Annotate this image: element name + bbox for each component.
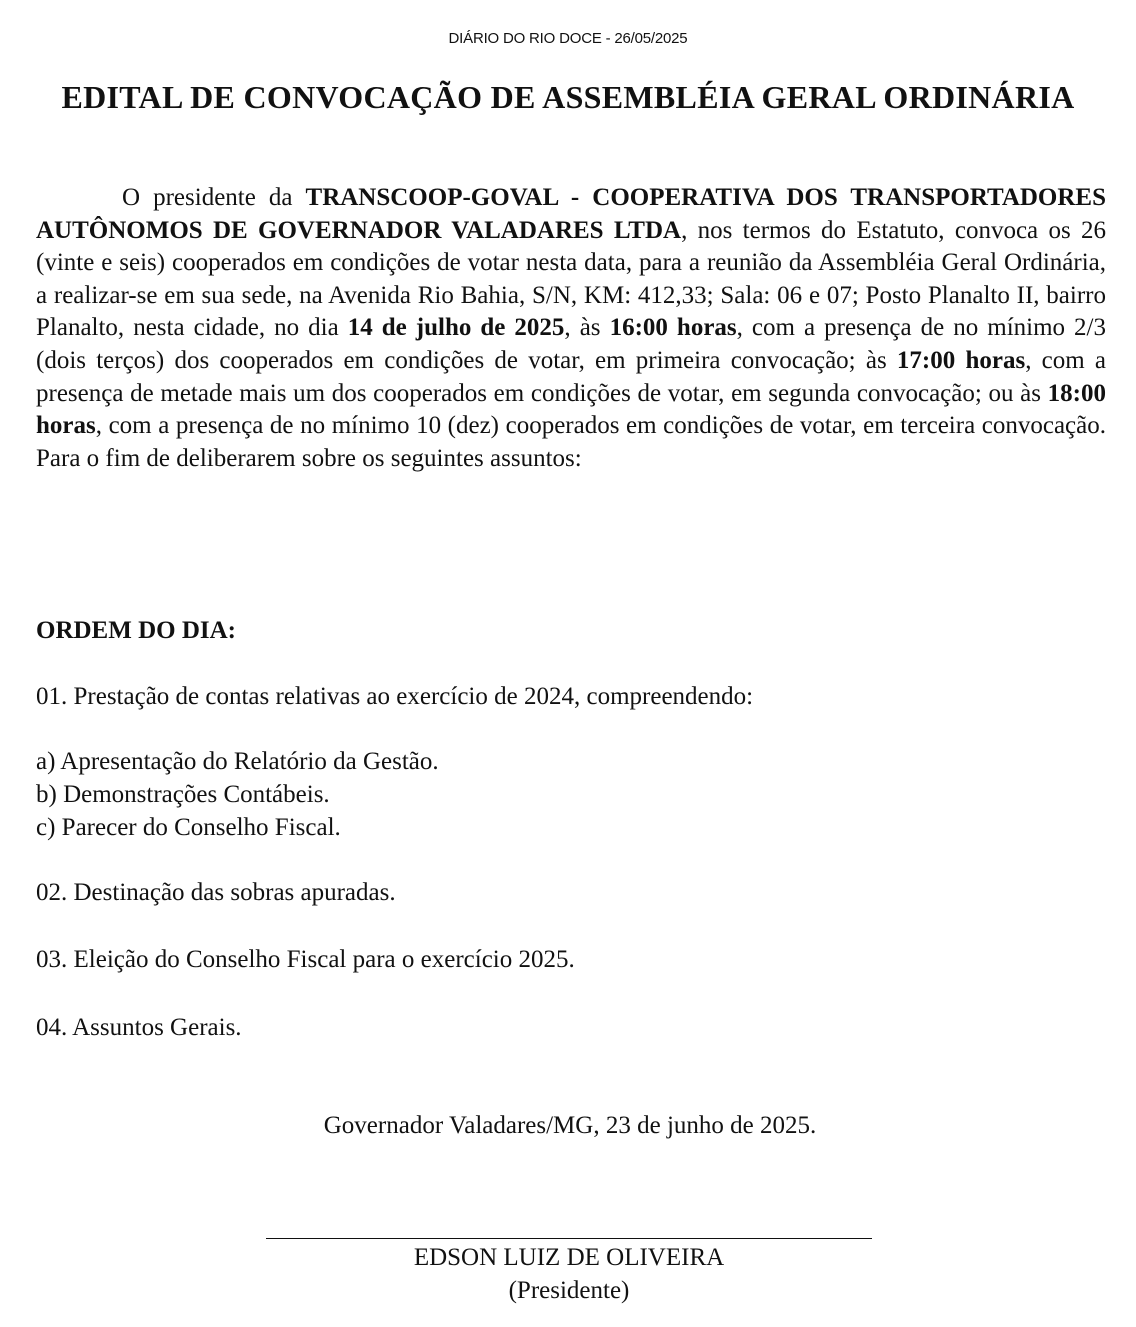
- agenda-item-01: 01. Prestação de contas relativas ao exercício de 2024, compreendendo:: [36, 683, 754, 710]
- agenda-item-03: 03. Eleição do Conselho Fiscal para o exercício 2025.: [36, 946, 575, 973]
- convocation-paragraph: [36, 182, 1106, 475]
- first-call-time: 16:00 horas: [609, 314, 737, 342]
- signatory-role: (Presidente): [508, 1277, 630, 1304]
- second-call-time: 17:00 horas: [896, 346, 1026, 374]
- newspaper-header: DIÁRIO DO RIO DOCE - 26/05/2025: [448, 30, 688, 47]
- agenda-subitem-c: c) Parecer do Conselho Fiscal.: [36, 814, 341, 841]
- body-text-4: , com a presença de no mínimo 2/3 (dois terços) dos cooperados em condições de votar, em primeira convocação; às: [36, 314, 1107, 374]
- place-and-date: Governador Valadares/MG, 23 de junho de 2025.: [323, 1112, 817, 1139]
- agenda-item-02: 02. Destinação das sobras apuradas.: [36, 879, 396, 906]
- third-call-time: 18:00 horas: [36, 379, 1106, 440]
- body-text-2: , nos termos do Estatuto, convoca os 26 (vinte e seis) cooperados em condições de votar nesta data, para a reunião da Assembléia Geral Ordinária, a realizar-se em sua sede, na Avenida Rio Bahia, S/N, KM: 412,33; Sala: 06 e 07; Posto Planalto II, bairro Planalto, nesta cidade, no dia: [36, 216, 1106, 342]
- body-text-1: O presidente da: [122, 184, 306, 211]
- document-title: EDITAL DE CONVOCAÇÃO DE ASSEMBLÉIA GERAL ORDINÁRIA: [61, 79, 1075, 115]
- signatory-name: EDSON LUIZ DE OLIVEIRA: [413, 1244, 725, 1271]
- body-text-3: , às: [564, 314, 610, 342]
- agenda-subitem-a: a) Apresentação do Relatório da Gestão.: [36, 748, 439, 775]
- cooperative-name: TRANSCOOP-GOVAL - COOPERATIVA DOS TRANSPORTADORES AUTÔNOMOS DE GOVERNADOR VALADARES LTDA: [36, 184, 1107, 244]
- body-text-6: , com a presença de no mínimo 10 (dez) cooperados em condições de votar, em terceira convocação. Para o fim de deliberarem sobre os seguintes assuntos:: [36, 412, 1106, 472]
- meeting-date: 14 de julho de 2025: [347, 314, 565, 342]
- agenda-item-04: 04. Assuntos Gerais.: [36, 1014, 242, 1041]
- agenda-subitem-b: b) Demonstrações Contábeis.: [36, 781, 330, 808]
- agenda-heading: ORDEM DO DIA:: [36, 617, 236, 644]
- signature-line: [266, 1238, 872, 1239]
- body-text-5: , com a presença de metade mais um dos cooperados em condições de votar, em segunda convocação; ou às: [36, 346, 1107, 407]
